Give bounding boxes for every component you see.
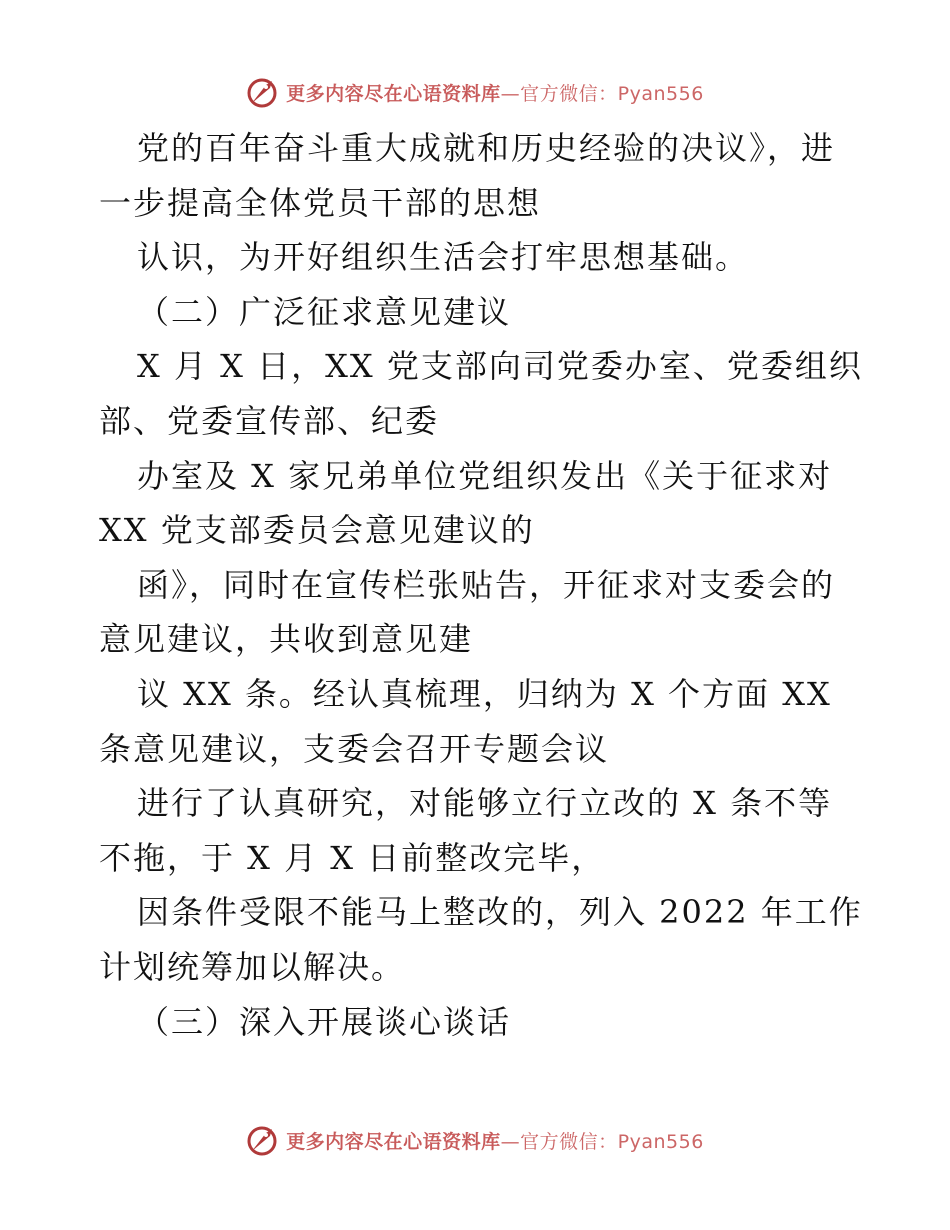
paragraph-line: 条意见建议，支委会召开专题会议 <box>99 729 610 768</box>
footer-contact: 官方微信：Pyan556 <box>520 1130 704 1153</box>
paragraph-line: 意见建议，共收到意见建 <box>99 620 474 659</box>
pen-nib-circle-icon <box>246 75 280 109</box>
paragraph-line: 计划统筹加以解决。 <box>99 947 406 986</box>
section-heading: （三）深入开展谈心谈话 <box>137 1002 512 1041</box>
footer-banner <box>0 1120 950 1160</box>
paragraph-line: 议 XX 条。经认真梳理，归纳为 X 个方面 XX <box>137 674 832 713</box>
paragraph-line: X 月 X 日，XX 党支部向司党委办室、党委组织 <box>137 347 863 386</box>
header-banner <box>0 72 950 112</box>
header-text <box>286 79 704 106</box>
paragraph-line: 党的百年奋斗重大成就和历史经验的决议》，进 <box>137 129 836 167</box>
paragraph-line: 认识，为开好组织生活会打牢思想基础。 <box>137 238 750 277</box>
paragraph-line: 部、党委宣传部、纪委 <box>99 401 440 440</box>
paragraph-line: 办室及 X 家兄弟单位党组织发出《关于征求对 <box>137 456 833 495</box>
paragraph-line: 函》，同时在宣传栏张贴告，开征求对支委会的 <box>137 565 836 604</box>
footer-separator: — <box>500 1130 521 1153</box>
paragraph-line: 进行了认真研究，对能够立行立改的 X 条不等 <box>137 784 833 823</box>
paragraph-line: 不拖，于 X 月 X 日前整改完毕， <box>99 838 606 877</box>
pen-nib-circle-icon <box>246 1123 280 1157</box>
header-brand: 更多内容尽在心语资料库 <box>286 82 501 105</box>
paragraph-line: 因条件受限不能马上整改的，列入 2022 年工作 <box>137 893 863 932</box>
header-separator: — <box>500 82 521 105</box>
section-heading: （二）广泛征求意见建议 <box>137 292 512 331</box>
footer-text <box>286 1127 704 1154</box>
footer-brand: 更多内容尽在心语资料库 <box>286 1130 501 1153</box>
document-body <box>99 124 863 1052</box>
header-contact: 官方微信：Pyan556 <box>520 82 704 105</box>
paragraph-line: 一步提高全体党员干部的思想 <box>99 183 542 222</box>
paragraph-line: XX 党支部委员会意见建议的 <box>99 511 535 550</box>
